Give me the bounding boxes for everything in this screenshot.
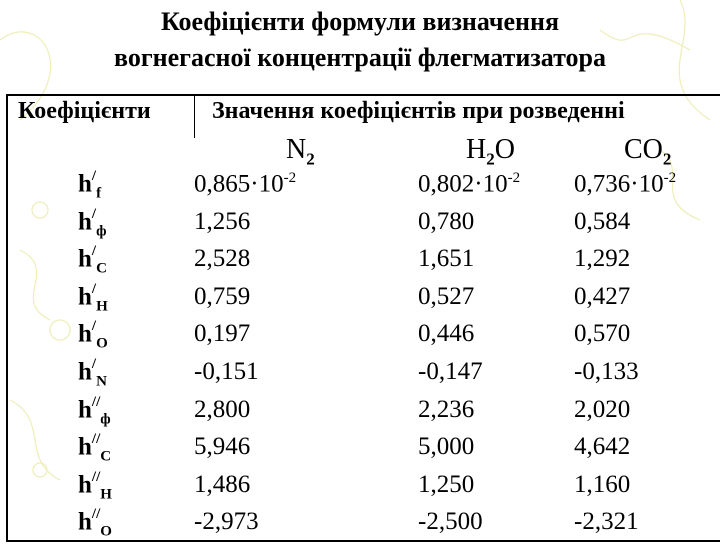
coefficient-symbol: $h^/_O$ bbox=[78, 318, 108, 352]
page-title bbox=[0, 4, 720, 76]
gas-header-n2: $N_2$ bbox=[286, 134, 315, 169]
table-row bbox=[8, 280, 720, 320]
table-row bbox=[8, 358, 720, 395]
coefficient-symbol: $h^{//}_ф$ bbox=[78, 393, 111, 427]
value-cell-co2: 4,642 bbox=[574, 433, 631, 461]
value-cell-h2o: 0,527 bbox=[418, 282, 475, 310]
coefficient-symbol: $h^/_H$ bbox=[78, 280, 108, 315]
value-cell-h2o: -0,147 bbox=[418, 358, 483, 385]
value-cell-h2o: $0,802\cdot 10^{-2}$ bbox=[418, 170, 521, 198]
value-cell-co2: 0,570 bbox=[574, 320, 631, 348]
title-line-1: Коефіцієнти формули визначення bbox=[160, 7, 560, 36]
header-values: Значення коефіцієнтів при розведенні bbox=[212, 98, 625, 124]
table-row bbox=[8, 468, 720, 508]
value-cell-n2: 1,486 bbox=[194, 470, 251, 498]
table-row bbox=[8, 433, 720, 470]
coefficient-symbol: $h^{//}_H$ bbox=[78, 468, 112, 503]
value-cell-co2: 1,292 bbox=[574, 245, 631, 273]
value-cell-h2o: 0,780 bbox=[418, 207, 475, 235]
value-cell-n2: $0,865\cdot 10^{-2}$ bbox=[194, 170, 297, 198]
table-row bbox=[8, 205, 720, 245]
table-row bbox=[8, 245, 720, 282]
value-cell-n2: 0,197 bbox=[194, 320, 251, 348]
value-cell-n2: 0,759 bbox=[194, 282, 251, 310]
value-cell-n2: 5,946 bbox=[194, 433, 251, 461]
value-cell-co2: 1,160 bbox=[574, 470, 631, 498]
coefficient-symbol: $h^/_f$ bbox=[78, 168, 102, 202]
value-cell-co2: 0,584 bbox=[574, 207, 631, 235]
gas-header-co2: $CO_2$ bbox=[624, 134, 672, 169]
value-cell-h2o: 1,651 bbox=[418, 245, 475, 273]
table-row bbox=[8, 320, 720, 357]
coefficient-symbol: $h^/_N$ bbox=[78, 356, 107, 390]
value-cell-co2: $0,736\cdot 10^{-2}$ bbox=[574, 170, 677, 198]
title-line-2: вогнегасної концентрації флегматизатора bbox=[113, 43, 607, 72]
value-cell-co2: -2,321 bbox=[574, 508, 639, 536]
coefficient-symbol: $h^/_ф$ bbox=[78, 205, 107, 239]
value-cell-h2o: -2,500 bbox=[418, 508, 483, 536]
header-divider bbox=[194, 96, 195, 138]
coefficient-symbol: $h^/_C$ bbox=[78, 243, 107, 277]
value-cell-h2o: 2,236 bbox=[418, 395, 475, 423]
value-cell-n2: -0,151 bbox=[194, 358, 259, 385]
coefficient-symbol: $h^{//}_O$ bbox=[78, 506, 112, 540]
value-cell-h2o: 0,446 bbox=[418, 320, 475, 348]
table-row bbox=[8, 170, 720, 207]
table-row bbox=[8, 393, 720, 433]
coefficient-symbol: $h^{//}_C$ bbox=[78, 431, 112, 465]
value-cell-co2: -0,133 bbox=[574, 358, 639, 385]
value-cell-n2: 1,256 bbox=[194, 207, 251, 235]
coefficients-table bbox=[6, 94, 720, 542]
value-cell-n2: 2,528 bbox=[194, 245, 251, 273]
gas-header-h2o: $H_2O$ bbox=[466, 134, 515, 169]
value-cell-co2: 0,427 bbox=[574, 282, 631, 310]
value-cell-h2o: 1,250 bbox=[418, 470, 475, 498]
value-cell-n2: -2,973 bbox=[194, 508, 259, 536]
value-cell-h2o: 5,000 bbox=[418, 433, 475, 461]
header-coefficients: Коефіцієнти bbox=[18, 98, 151, 124]
value-cell-n2: 2,800 bbox=[194, 395, 251, 423]
value-cell-co2: 2,020 bbox=[574, 395, 631, 423]
